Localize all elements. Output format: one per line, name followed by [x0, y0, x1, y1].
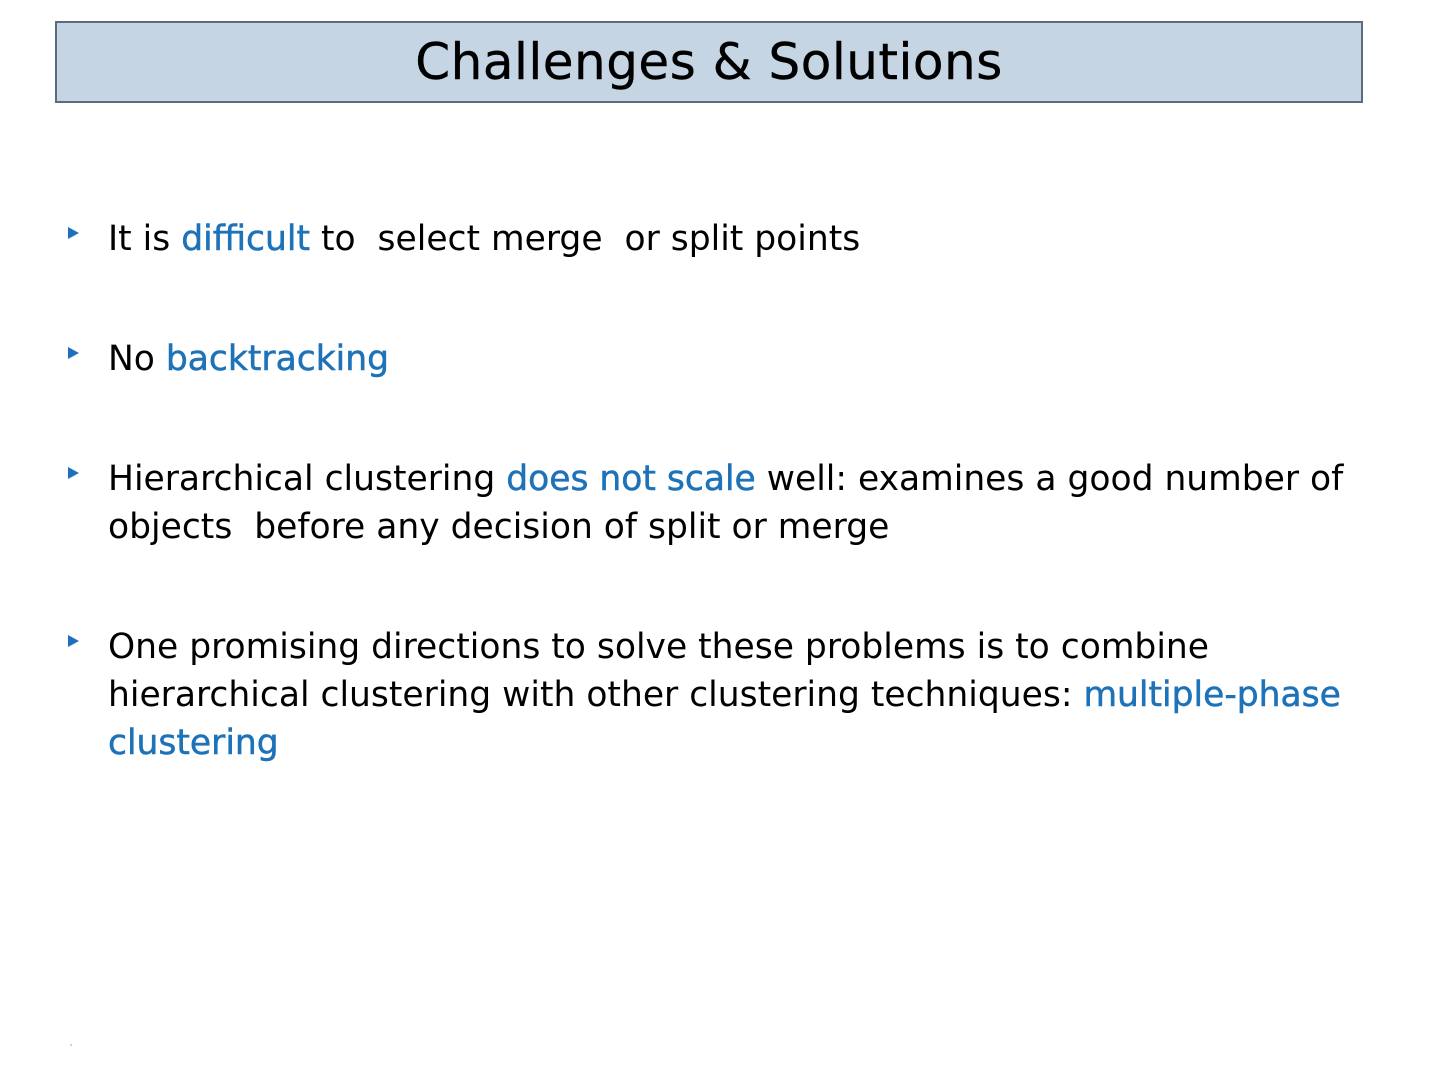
- bullet-segment: No: [108, 339, 166, 379]
- bullet-text: [108, 215, 1383, 263]
- bullet-segment: well: examines a good number of objects before any decision of split or merge: [108, 459, 1355, 547]
- bullet-segment: Hierarchical clustering: [108, 459, 507, 499]
- bullet-highlight: does not scale: [506, 459, 756, 499]
- triangle-right-icon: [68, 227, 79, 239]
- bullet-text: [108, 623, 1383, 767]
- footer-mark: [70, 1044, 72, 1046]
- bullet-segment: to select merge or split points: [310, 219, 861, 259]
- bullet-text: [108, 455, 1383, 551]
- triangle-right-icon: [68, 347, 79, 359]
- bullet-text: [108, 335, 1383, 383]
- bullet-segment: One promising directions to solve these problems is to combine hierarchical clustering with other clustering techniques:: [108, 627, 1220, 715]
- bullet-highlight: multiple-phase clustering: [108, 675, 1352, 763]
- bullet-segment: It is: [108, 219, 182, 259]
- bullet-highlight: difficult: [181, 219, 310, 259]
- slide-title: Challenges & Solutions: [415, 33, 1003, 91]
- slide-title-bar: [55, 21, 1363, 103]
- triangle-right-icon: [68, 467, 79, 479]
- triangle-right-icon: [68, 635, 79, 647]
- bullet-highlight: backtracking: [165, 339, 390, 379]
